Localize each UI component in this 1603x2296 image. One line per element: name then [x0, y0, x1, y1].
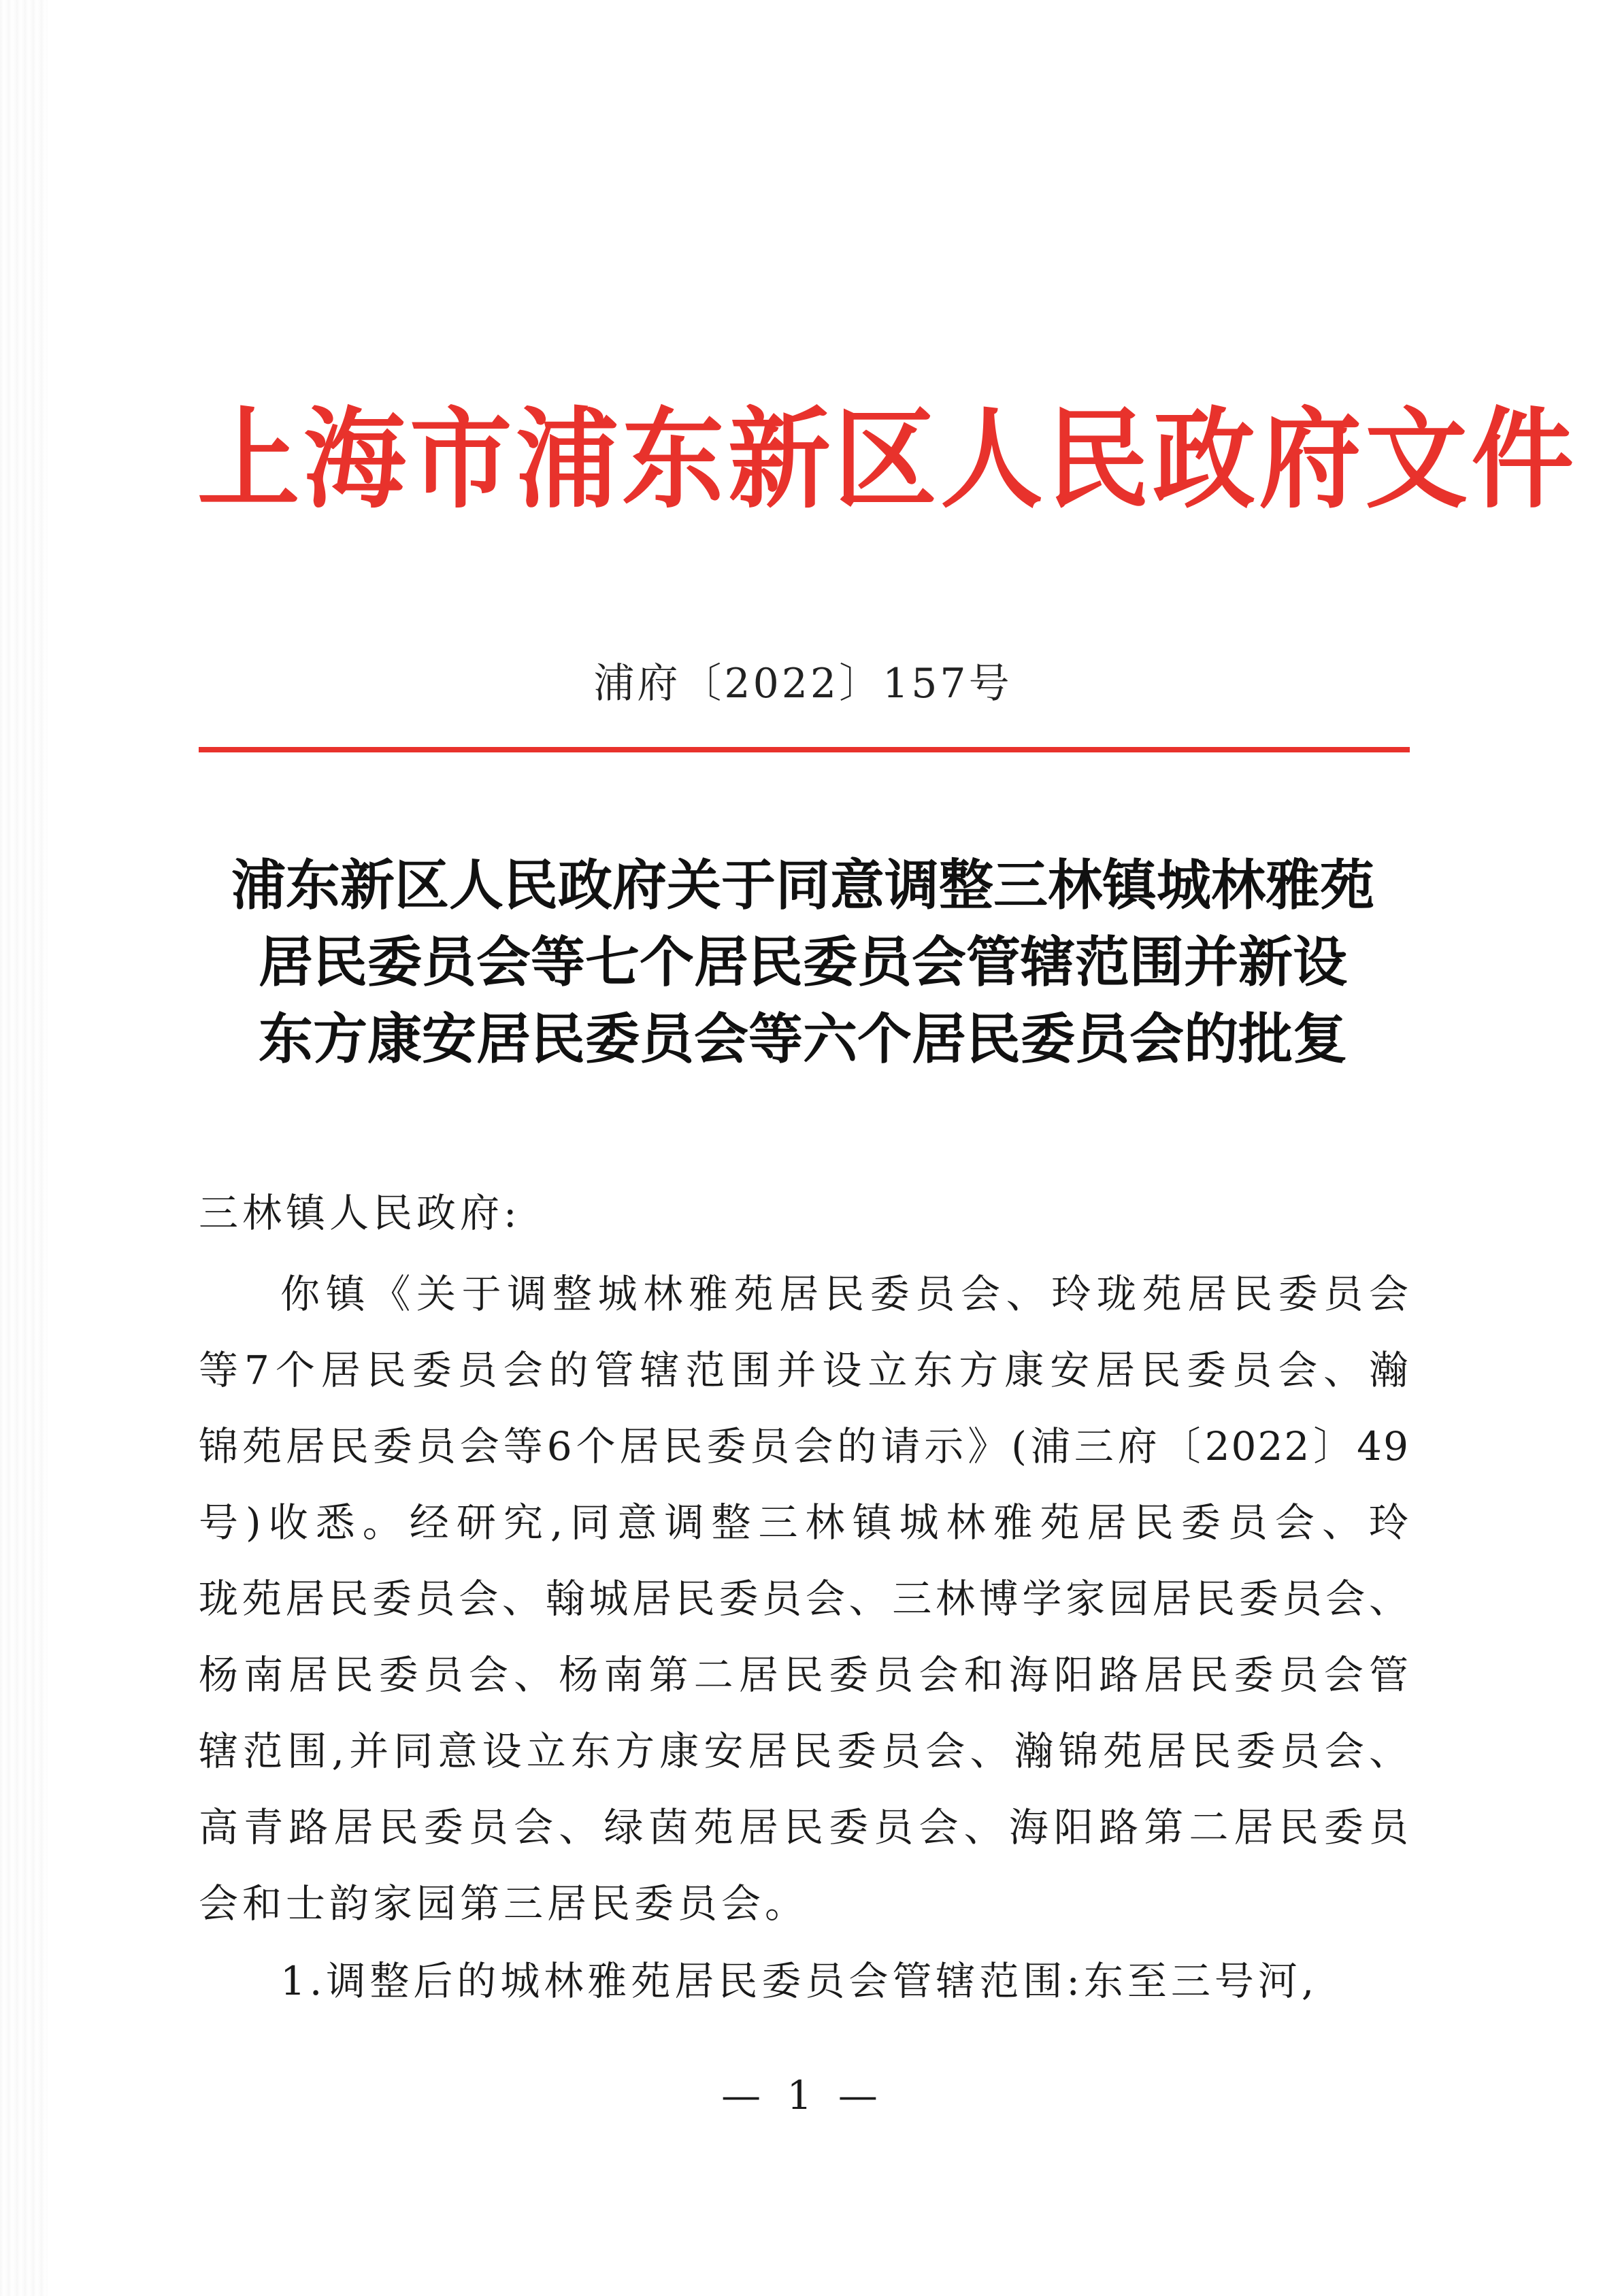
red-divider-line — [199, 747, 1410, 752]
body-line: 辖范围,并同意设立东方康安居民委员会、瀚锦苑居民委员会、 — [199, 1728, 1410, 1774]
title-line: 浦东新区人民政府关于同意调整三林镇城林雅苑 — [231, 854, 1374, 917]
page-number: — 1 — — [721, 2072, 885, 2118]
body-line: 会和士韵家园第三居民委员会。 — [199, 1880, 809, 1927]
body-line: 等7个居民委员会的管辖范围并设立东方康安居民委员会、瀚 — [199, 1347, 1410, 1393]
title-line: 居民委员会等七个居民委员会管辖范围并新设 — [259, 931, 1347, 994]
addressee: 三林镇人民政府: — [199, 1190, 521, 1236]
body-line: 高青路居民委员会、绿茵苑居民委员会、海阳路第二居民委员 — [199, 1804, 1410, 1850]
body-line: 你镇《关于调整城林雅苑居民委员会、玲珑苑居民委员会 — [280, 1271, 1410, 1317]
scan-edge-decoration — [0, 0, 48, 2296]
body-paragraph — [199, 1256, 1410, 1942]
list-item-1: 1.调整后的城林雅苑居民委员会管辖范围:东至三号河, — [280, 1958, 1319, 2004]
title-line: 东方康安居民委员会等六个居民委员会的批复 — [259, 1008, 1347, 1071]
document-number: 浦府〔2022〕157号 — [593, 660, 1012, 708]
body-line: 号)收悉。经研究,同意调整三林镇城林雅苑居民委员会、玲 — [199, 1499, 1410, 1546]
body-line: 锦苑居民委员会等6个居民委员会的请示》(浦三府〔2022〕49 — [199, 1423, 1410, 1469]
issuing-authority-header: 上海市浦东新区人民政府文件 — [197, 395, 1578, 523]
body-line: 杨南居民委员会、杨南第二居民委员会和海阳路居民委员会管 — [199, 1652, 1410, 1698]
body-line: 珑苑居民委员会、翰城居民委员会、三林博学家园居民委员会、 — [199, 1576, 1410, 1622]
document-title — [136, 847, 1470, 1078]
